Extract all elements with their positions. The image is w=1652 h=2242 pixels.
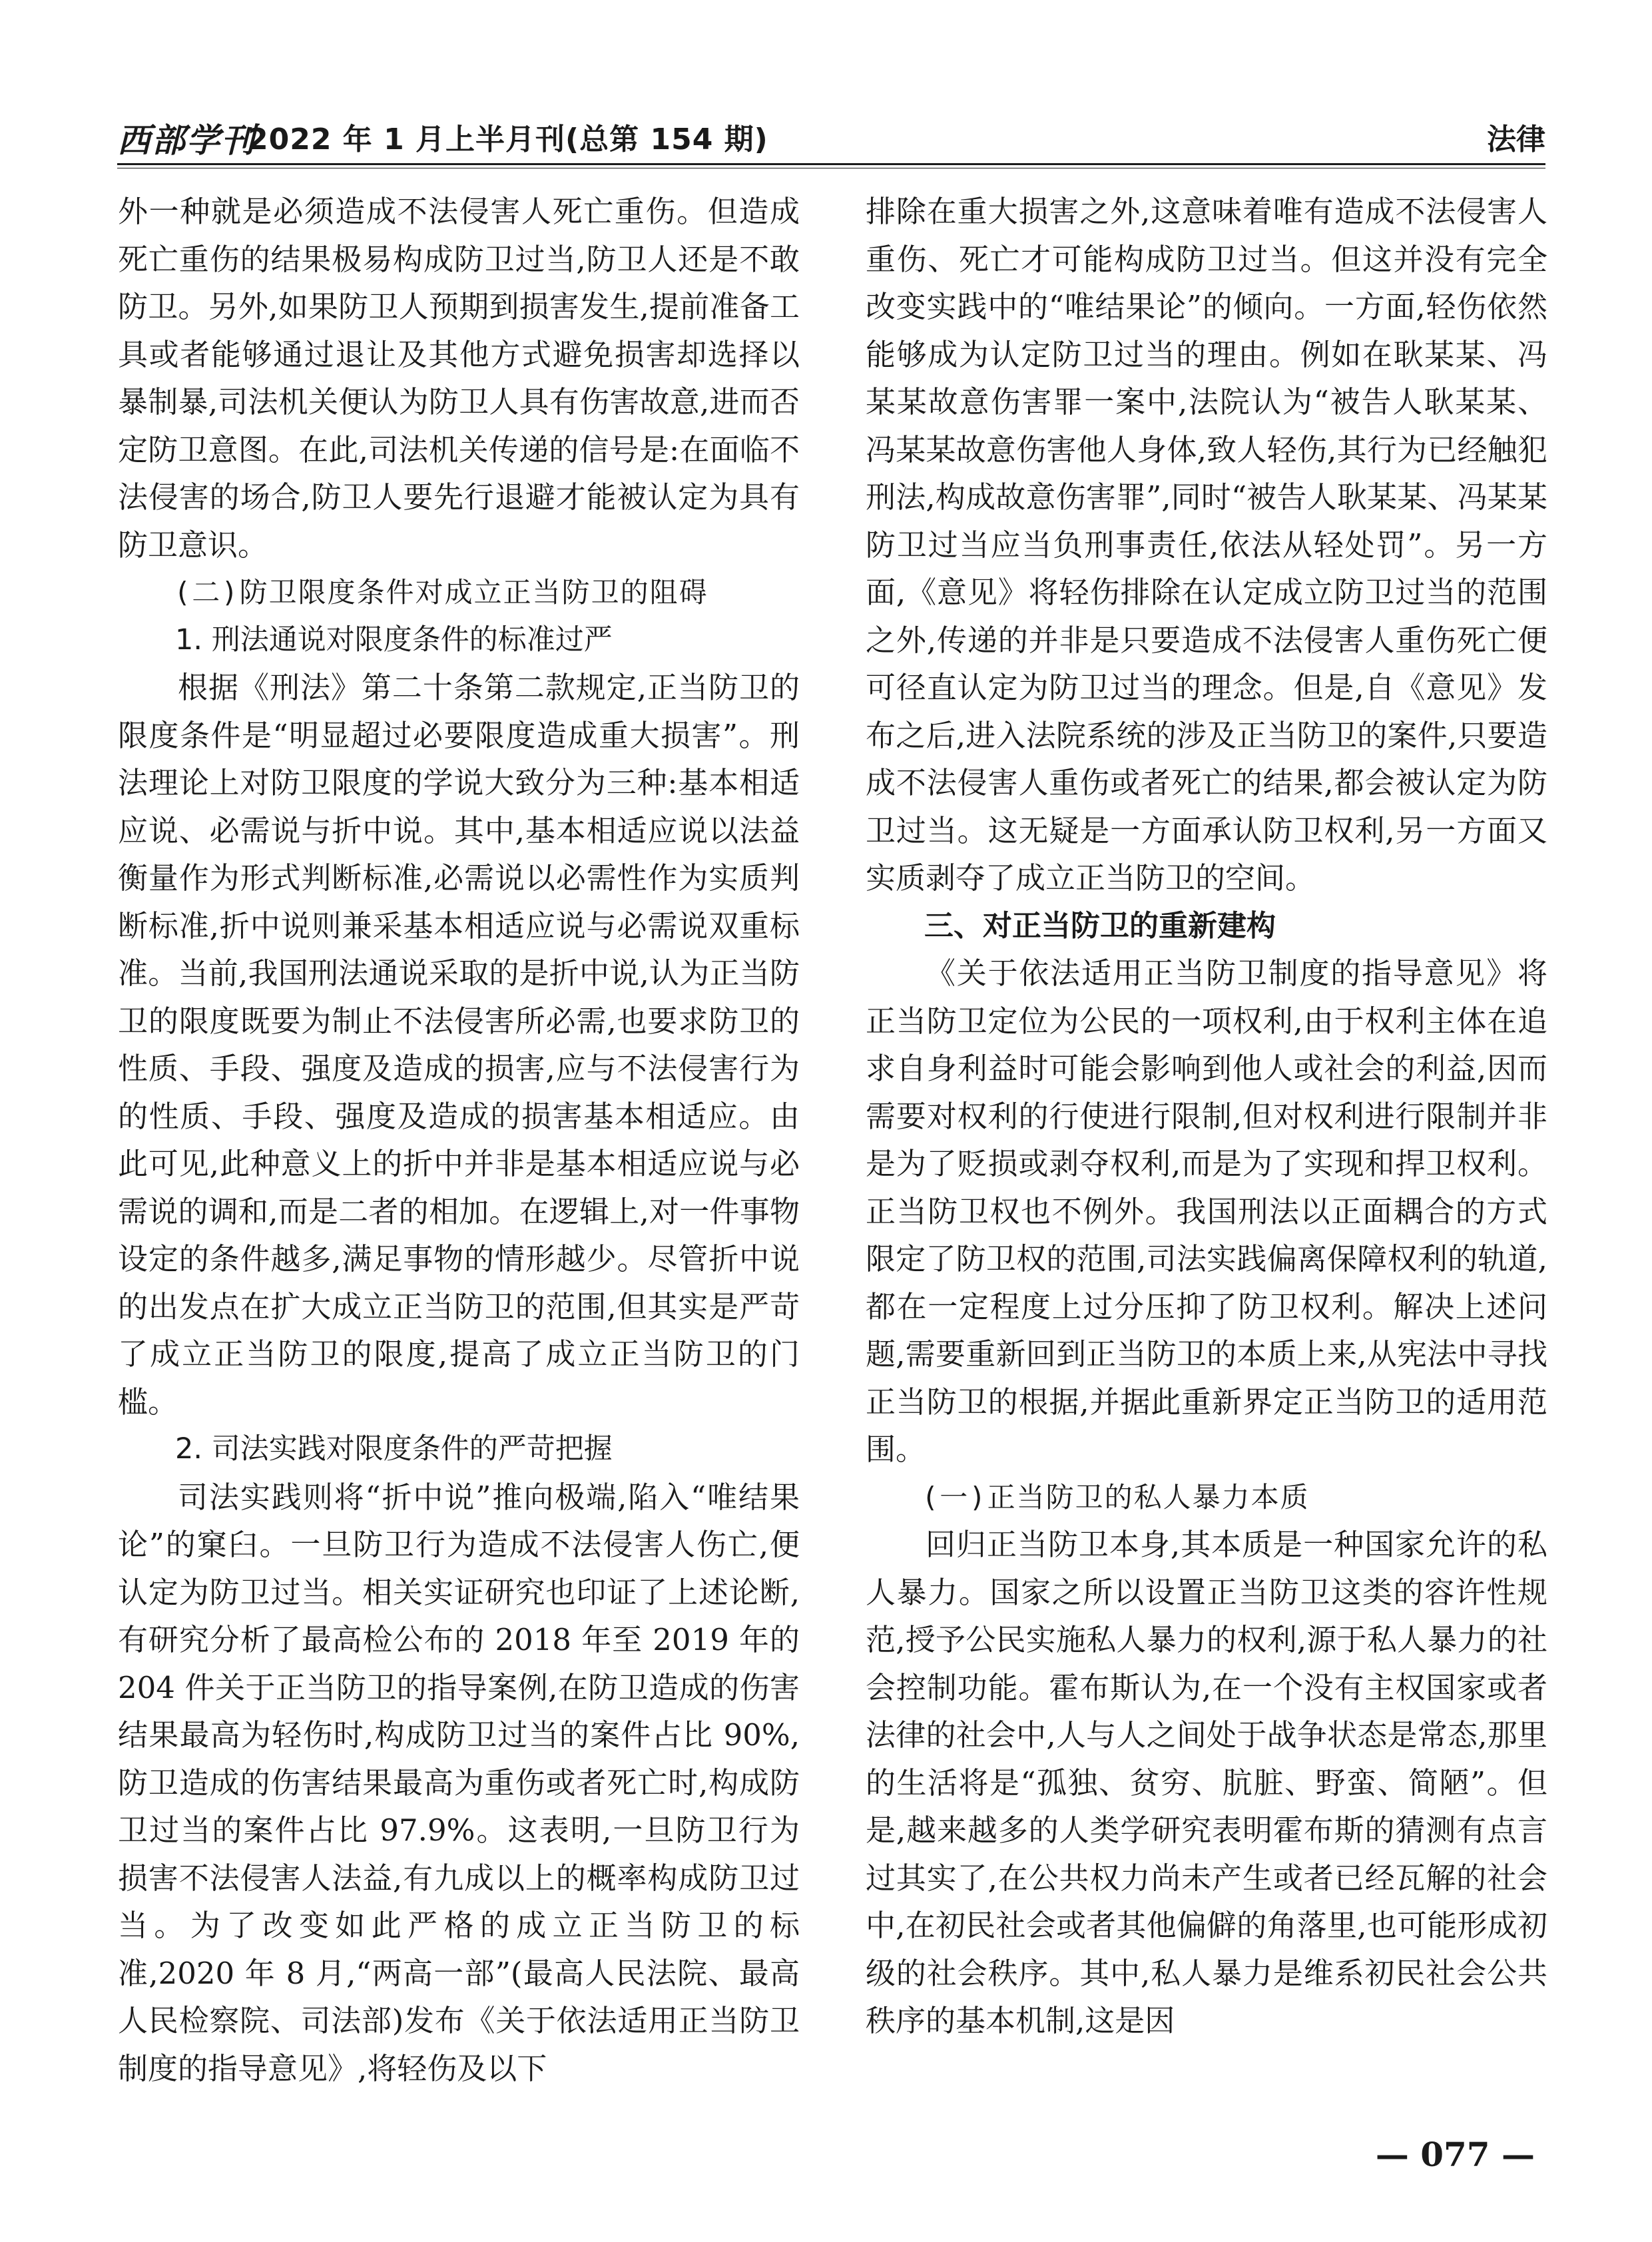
- paragraph: 《关于依法适用正当防卫制度的指导意见》将正当防卫定位为公民的一项权利,由于权利主体在追求自身利益时可能会影响到他人或社会的利益,因而需要对权利的行使进行限制,但对权利进行限制并非是为了贬损或剥夺权利,而是为了实现和捍卫权利。正当防卫权也不例外。我国刑法以正面耦合的方式限定了防卫权的范围,司法实践偏离保障权利的轨道,都在一定程度上过分压抑了防卫权利。解决上述问题,需要重新回到正当防卫的本质上来,从宪法中寻找正当防卫的根据,并据此重新界定正当防卫的适用范围。: [866, 956, 1547, 1467]
- section-heading: 三、对正当防卫的重新建构: [924, 908, 1276, 943]
- journal-logo: 西部学刊: [117, 121, 256, 160]
- paragraph: 回归正当防卫本身,其本质是一种国家允许的私人暴力。国家之所以设置正当防卫这类的容许性规范,授予公民实施私人暴力的权利,源于私人暴力的社会控制功能。霍布斯认为,在一个没有主权国家或者法律的社会中,人与人之间处于战争状态是常态,那里的生活将是“孤独、贫穷、肮脏、野蛮、简陋”。但是,越来越多的人类学研究表明霍布斯的猜测有点言过其实了,在公共权力尚未产生或者已经瓦解的社会中,在初民社会或者其他偏僻的角落里,也可能形成初级的社会秩序。其中,私人暴力是维系初民社会公共秩序的基本机制,这是因: [866, 1527, 1547, 2038]
- running-header: [117, 110, 1545, 160]
- issue-info: 2022 年 1 月上半月刊(总第 154 期): [248, 123, 768, 156]
- numbered-heading: 2. 司法实践对限度条件的严苛把握: [175, 1432, 613, 1466]
- subsection-heading: (二)防卫限度条件对成立正当防卫的阻碍: [174, 576, 708, 609]
- page-number: — 077 —: [1375, 2135, 1535, 2174]
- subsection-heading: (一)正当防卫的私人暴力本质: [922, 1480, 1310, 1514]
- paragraph: 排除在重大损害之外,这意味着唯有造成不法侵害人重伤、死亡才可能构成防卫过当。但这并没有完全改变实践中的“唯结果论”的倾向。一方面,轻伤依然能够成为认定防卫过当的理由。例如在耿某某、冯某某故意伤害罪一案中,法院认为“被告人耿某某、冯某某故意伤害他人身体,致人轻伤,其行为已经触犯刑法,构成故意伤害罪”,同时“被告人耿某某、冯某某防卫过当应当负刑事责任,依法从轻处罚”。另一方面,《意见》将轻伤排除在认定成立防卫过当的范围之外,传递的并非是只要造成不法侵害人重伤死亡便可径直认定为防卫过当的理念。但是,自《意见》发布之后,进入法院系统的涉及正当防卫的案件,只要造成不法侵害人重伤或者死亡的结果,都会被认定为防卫过当。这无疑是一方面承认防卫权利,另一方面又实质剥夺了成立正当防卫的空间。: [866, 194, 1547, 896]
- paragraph: 外一种就是必须造成不法侵害人死亡重伤。但造成死亡重伤的结果极易构成防卫过当,防卫人还是不敢防卫。另外,如果防卫人预期到损害发生,提前准备工具或者能够通过退让及其他方式避免损害却选择以暴制暴,司法机关便认为防卫人具有伤害故意,进而否定防卫意图。在此,司法机关传递的信号是:在面临不法侵害的场合,防卫人要先行退避才能被认定为具有防卫意识。: [118, 194, 800, 563]
- right-column: [866, 188, 1547, 2045]
- paragraph: 根据《刑法》第二十条第二款规定,正当防卫的限度条件是“明显超过必要限度造成重大损害”。刑法理论上对防卫限度的学说大致分为三种:基本相适应说、必需说与折中说。其中,基本相适应说以法益衡量作为形式判断标准,必需说以必需性作为实质判断标准,折中说则兼采基本相适应说与必需说双重标准。当前,我国刑法通说采取的是折中说,认为正当防卫的限度既要为制止不法侵害所必需,也要求防卫的性质、手段、强度及造成的损害,应与不法侵害行为的性质、手段、强度及造成的损害基本相适应。由此可见,此种意义上的折中并非是基本相适应说与必需说的调和,而是二者的相加。在逻辑上,对一件事物设定的条件越多,满足事物的情形越少。尽管折中说的出发点在扩大成立正当防卫的范围,但其实是严苛了成立正当防卫的限度,提高了成立正当防卫的门槛。: [118, 670, 800, 1420]
- left-column: [118, 188, 800, 2092]
- header-rule: [117, 163, 1545, 165]
- section-tag: 法律: [1487, 123, 1545, 156]
- numbered-heading: 1. 刑法通说对限度条件的标准过严: [175, 623, 613, 657]
- paragraph: 司法实践则将“折中说”推向极端,陷入“唯结果论”的窠臼。一旦防卫行为造成不法侵害人伤亡,便认定为防卫过当。相关实证研究也印证了上述论断,有研究分析了最高检公布的 2018 年至 2019 年的 204 件关于正当防卫的指导案例,在防卫造成的伤害结果最高为轻伤时,构成防卫过当的案件占比 90%,防卫造成的伤害结果最高为重伤或者死亡时,构成防卫过当的案件占比 97.9%。这表明,一旦防卫行为损害不法侵害人法益,有九成以上的概率构成防卫过当。为了改变如此严格的成立正当防卫的标准,2020 年 8 月,“两高一部”(最高人民法院、最高人民检察院、司法部)发布《关于依法适用正当防卫制度的指导意见》,将轻伤及以下: [118, 1479, 800, 2086]
